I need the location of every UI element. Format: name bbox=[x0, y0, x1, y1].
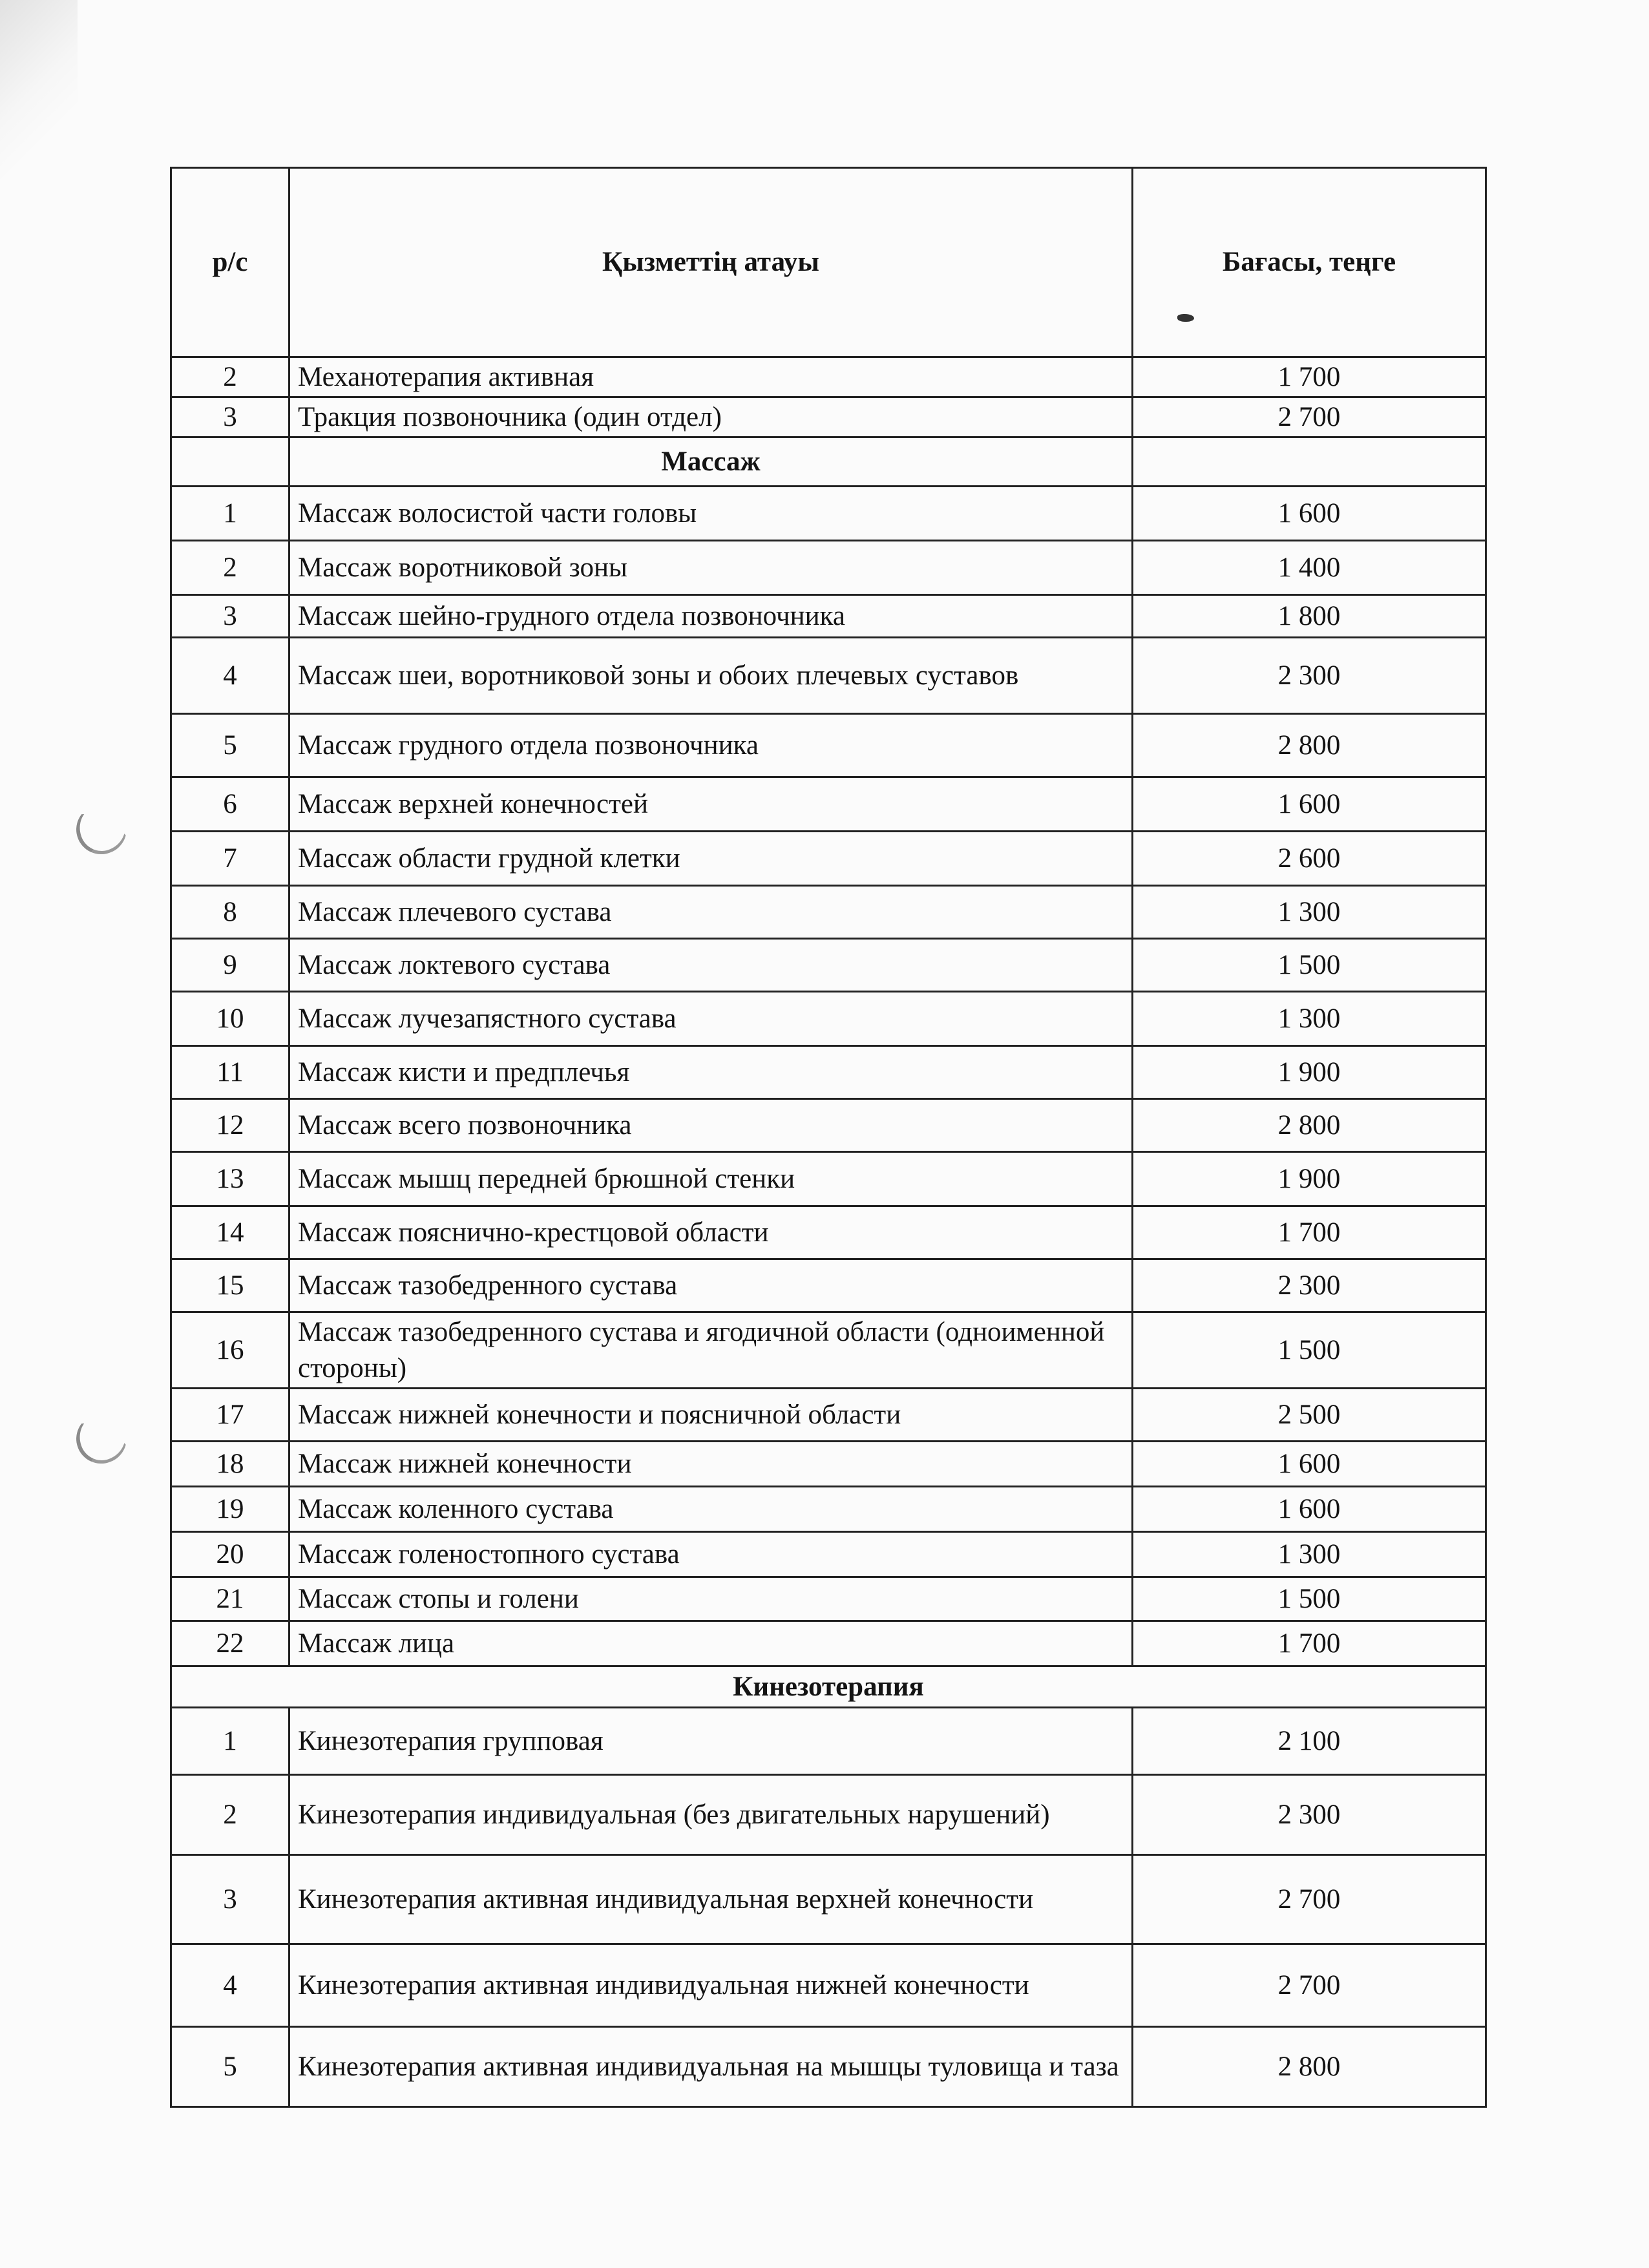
service-name: Механотерапия активная bbox=[289, 357, 1133, 397]
table-row bbox=[171, 1775, 1486, 1855]
punch-hole-mark bbox=[69, 797, 134, 861]
service-price: 1 900 bbox=[1133, 1152, 1486, 1206]
row-number: 13 bbox=[171, 1152, 289, 1206]
service-name: Массаж тазобедренного сустава и ягодичной области (одноименной стороны) bbox=[289, 1312, 1133, 1389]
service-price: 2 300 bbox=[1133, 1259, 1486, 1312]
row-number: 3 bbox=[171, 1855, 289, 1944]
table-row bbox=[171, 1312, 1486, 1389]
service-price: 1 300 bbox=[1133, 886, 1486, 939]
service-name: Кинезотерапия активная индивидуальная нижней конечности bbox=[289, 1944, 1133, 2027]
service-price: 1 500 bbox=[1133, 1577, 1486, 1621]
table-row bbox=[171, 886, 1486, 939]
service-price: 1 900 bbox=[1133, 1046, 1486, 1099]
service-price: 1 600 bbox=[1133, 1487, 1486, 1532]
service-name: Массаж тазобедренного сустава bbox=[289, 1259, 1133, 1312]
service-name: Массаж стопы и голени bbox=[289, 1577, 1133, 1621]
section-empty-cell bbox=[171, 437, 289, 487]
table-row bbox=[171, 1621, 1486, 1666]
service-price: 1 600 bbox=[1133, 487, 1486, 541]
service-name: Массаж нижней конечности и поясничной области bbox=[289, 1389, 1133, 1442]
service-price: 2 800 bbox=[1133, 714, 1486, 777]
row-number: 18 bbox=[171, 1442, 289, 1487]
row-number: 6 bbox=[171, 777, 289, 832]
row-number: 2 bbox=[171, 541, 289, 595]
table-row bbox=[171, 777, 1486, 832]
table-row bbox=[171, 1855, 1486, 1944]
table-row bbox=[171, 1532, 1486, 1577]
row-number: 3 bbox=[171, 595, 289, 638]
scan-shadow bbox=[0, 0, 78, 233]
service-price: 2 800 bbox=[1133, 2027, 1486, 2107]
row-number: 15 bbox=[171, 1259, 289, 1312]
service-price: 1 700 bbox=[1133, 357, 1486, 397]
service-name: Массаж пояснично-крестцовой области bbox=[289, 1206, 1133, 1259]
header-price: Бағасы, теңге bbox=[1133, 168, 1486, 357]
table-row bbox=[171, 638, 1486, 714]
section-row bbox=[171, 437, 1486, 487]
service-name: Массаж голеностопного сустава bbox=[289, 1532, 1133, 1577]
service-price: 2 600 bbox=[1133, 832, 1486, 886]
table-row bbox=[171, 541, 1486, 595]
service-name: Массаж области грудной клетки bbox=[289, 832, 1133, 886]
table-row bbox=[171, 1944, 1486, 2027]
row-number: 22 bbox=[171, 1621, 289, 1666]
table-body bbox=[171, 357, 1486, 2107]
table-row bbox=[171, 1442, 1486, 1487]
service-name: Массаж коленного сустава bbox=[289, 1487, 1133, 1532]
table-row bbox=[171, 1206, 1486, 1259]
service-price: 2 800 bbox=[1133, 1099, 1486, 1152]
service-name: Кинезотерапия групповая bbox=[289, 1708, 1133, 1775]
table-row bbox=[171, 487, 1486, 541]
row-number: 5 bbox=[171, 2027, 289, 2107]
table-row bbox=[171, 1577, 1486, 1621]
service-price: 1 600 bbox=[1133, 777, 1486, 832]
service-name: Массаж воротниковой зоны bbox=[289, 541, 1133, 595]
row-number: 10 bbox=[171, 992, 289, 1046]
service-price: 1 300 bbox=[1133, 992, 1486, 1046]
service-price: 2 300 bbox=[1133, 638, 1486, 714]
service-price: 1 400 bbox=[1133, 541, 1486, 595]
row-number: 3 bbox=[171, 397, 289, 437]
service-name: Массаж нижней конечности bbox=[289, 1442, 1133, 1487]
service-name: Массаж верхней конечностей bbox=[289, 777, 1133, 832]
table-row bbox=[171, 1487, 1486, 1532]
row-number: 19 bbox=[171, 1487, 289, 1532]
service-price: 1 700 bbox=[1133, 1206, 1486, 1259]
table-row bbox=[171, 357, 1486, 397]
table-row bbox=[171, 2027, 1486, 2107]
service-name: Кинезотерапия индивидуальная (без двигательных нарушений) bbox=[289, 1775, 1133, 1855]
table-row bbox=[171, 939, 1486, 992]
row-number: 4 bbox=[171, 1944, 289, 2027]
table-row bbox=[171, 992, 1486, 1046]
row-number: 1 bbox=[171, 1708, 289, 1775]
service-name: Массаж шейно-грудного отдела позвоночника bbox=[289, 595, 1133, 638]
row-number: 8 bbox=[171, 886, 289, 939]
row-number: 2 bbox=[171, 357, 289, 397]
service-name: Массаж лица bbox=[289, 1621, 1133, 1666]
section-title: Кинезотерапия bbox=[171, 1666, 1486, 1708]
table-row bbox=[171, 595, 1486, 638]
service-name: Массаж грудного отдела позвоночника bbox=[289, 714, 1133, 777]
service-name: Массаж лучезапястного сустава bbox=[289, 992, 1133, 1046]
service-price: 1 500 bbox=[1133, 1312, 1486, 1389]
service-price: 1 600 bbox=[1133, 1442, 1486, 1487]
service-price: 1 800 bbox=[1133, 595, 1486, 638]
table-row bbox=[171, 1708, 1486, 1775]
service-price: 2 700 bbox=[1133, 397, 1486, 437]
row-number: 14 bbox=[171, 1206, 289, 1259]
row-number: 20 bbox=[171, 1532, 289, 1577]
table-row bbox=[171, 832, 1486, 886]
service-price: 2 700 bbox=[1133, 1944, 1486, 2027]
service-price: 2 300 bbox=[1133, 1775, 1486, 1855]
row-number: 17 bbox=[171, 1389, 289, 1442]
service-price: 1 500 bbox=[1133, 939, 1486, 992]
row-number: 9 bbox=[171, 939, 289, 992]
service-name: Массаж локтевого сустава bbox=[289, 939, 1133, 992]
service-price: 2 100 bbox=[1133, 1708, 1486, 1775]
row-number: 4 bbox=[171, 638, 289, 714]
price-table bbox=[170, 167, 1487, 2108]
service-price: 1 700 bbox=[1133, 1621, 1486, 1666]
service-name: Массаж кисти и предплечья bbox=[289, 1046, 1133, 1099]
section-row bbox=[171, 1666, 1486, 1708]
row-number: 7 bbox=[171, 832, 289, 886]
service-price: 2 700 bbox=[1133, 1855, 1486, 1944]
table-row bbox=[171, 397, 1486, 437]
section-title: Массаж bbox=[289, 437, 1133, 487]
table-row bbox=[171, 1099, 1486, 1152]
table-row bbox=[171, 1259, 1486, 1312]
service-name: Массаж шеи, воротниковой зоны и обоих плечевых суставов bbox=[289, 638, 1133, 714]
service-price: 2 500 bbox=[1133, 1389, 1486, 1442]
service-name: Массаж мышц передней брюшной стенки bbox=[289, 1152, 1133, 1206]
row-number: 1 bbox=[171, 487, 289, 541]
row-number: 21 bbox=[171, 1577, 289, 1621]
service-name: Массаж волосистой части головы bbox=[289, 487, 1133, 541]
row-number: 11 bbox=[171, 1046, 289, 1099]
table-row bbox=[171, 1046, 1486, 1099]
row-number: 2 bbox=[171, 1775, 289, 1855]
header-number: р/с bbox=[171, 168, 289, 357]
header-service-name: Қызметтің атауы bbox=[289, 168, 1133, 357]
service-name: Кинезотерапия активная индивидуальная на мышцы туловища и таза bbox=[289, 2027, 1133, 2107]
row-number: 12 bbox=[171, 1099, 289, 1152]
service-price: 1 300 bbox=[1133, 1532, 1486, 1577]
service-name: Массаж всего позвоночника bbox=[289, 1099, 1133, 1152]
service-name: Кинезотерапия активная индивидуальная верхней конечности bbox=[289, 1855, 1133, 1944]
table-row bbox=[171, 714, 1486, 777]
service-name: Тракция позвоночника (один отдел) bbox=[289, 397, 1133, 437]
table-row bbox=[171, 1389, 1486, 1442]
punch-hole-mark bbox=[69, 1407, 134, 1471]
table-row bbox=[171, 1152, 1486, 1206]
row-number: 16 bbox=[171, 1312, 289, 1389]
service-name: Массаж плечевого сустава bbox=[289, 886, 1133, 939]
table-header-row bbox=[171, 168, 1486, 357]
row-number: 5 bbox=[171, 714, 289, 777]
section-empty-cell bbox=[1133, 437, 1486, 487]
